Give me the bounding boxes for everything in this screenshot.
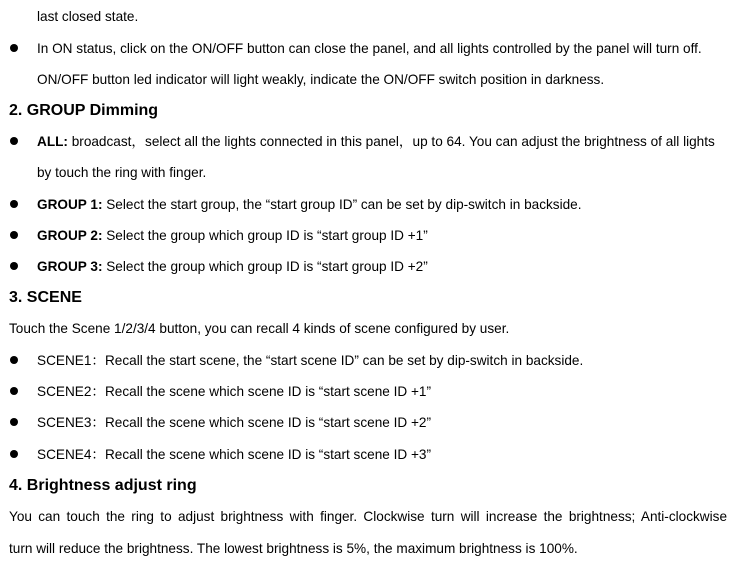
section-heading-brightness-ring: 4. Brightness adjust ring	[9, 477, 197, 494]
bullet-text: SCENE4：Recall the scene which scene ID is “start scene ID +3”	[37, 447, 431, 462]
bullet-text: In ON status, click on the ON/OFF button can close the panel, and all lights controlled by the panel will turn off.	[37, 41, 702, 56]
bullet-item-scene1	[0, 345, 741, 376]
bullet-item-scene3	[0, 407, 741, 438]
bullet-icon	[10, 356, 18, 364]
text-line-last-closed-state: last closed state.	[37, 9, 139, 24]
bullet-label: GROUP 3:	[37, 259, 103, 274]
bullet-text	[37, 251, 428, 282]
bullet-text	[37, 189, 582, 220]
section-heading-group-dimming: 2. GROUP Dimming	[9, 102, 159, 119]
bullet-icon	[10, 137, 18, 145]
section-heading-scene: 3. SCENE	[9, 289, 82, 306]
bullet-icon	[10, 231, 18, 239]
bullet-label: ALL:	[37, 134, 68, 149]
bullet-icon	[10, 450, 18, 458]
text-line-ring-desc-2: turn will reduce the brightness. The lowest brightness is 5%, the maximum brightness is 100%.	[9, 541, 578, 556]
bullet-desc: broadcast，select all the lights connected in this panel，up to 64. You can adjust the brightness of all lights	[67, 134, 715, 149]
bullet-icon	[10, 418, 18, 426]
bullet-desc: Select the start group, the “start group ID” can be set by dip-switch in backside.	[102, 197, 582, 212]
bullet-text: SCENE2：Recall the scene which scene ID is “start scene ID +1”	[37, 384, 431, 399]
bullet-label: GROUP 1:	[37, 197, 103, 212]
bullet-desc: Select the group which group ID is “start group ID +2”	[102, 259, 428, 274]
text-line-ring-desc-1: You can touch the ring to adjust brightness with finger. Clockwise turn will increase the brightness; Anti-clockwise	[9, 509, 727, 524]
bullet-item-all	[0, 126, 741, 157]
bullet-text	[37, 126, 715, 157]
bullet-item-group1	[0, 189, 741, 220]
bullet-text	[37, 220, 428, 251]
bullet-item-scene4	[0, 439, 741, 470]
bullet-item-group3	[0, 251, 741, 282]
bullet-icon	[10, 387, 18, 395]
bullet-text: SCENE1：Recall the start scene, the “start scene ID” can be set by dip-switch in backside.	[37, 353, 584, 368]
bullet-item-on-status	[0, 33, 741, 64]
text-line-ring-finger: by touch the ring with finger.	[37, 165, 207, 180]
bullet-item-scene2	[0, 376, 741, 407]
bullet-label: GROUP 2:	[37, 228, 103, 243]
bullet-item-group2	[0, 220, 741, 251]
bullet-icon	[10, 44, 18, 52]
text-line-scene-intro: Touch the Scene 1/2/3/4 button, you can recall 4 kinds of scene configured by user.	[9, 321, 510, 336]
bullet-text: SCENE3：Recall the scene which scene ID is “start scene ID +2”	[37, 415, 431, 430]
text-line-led-indicator: ON/OFF button led indicator will light weakly, indicate the ON/OFF switch position in darkness.	[37, 72, 605, 87]
bullet-icon	[10, 262, 18, 270]
bullet-desc: Select the group which group ID is “start group ID +1”	[102, 228, 428, 243]
bullet-icon	[10, 200, 18, 208]
